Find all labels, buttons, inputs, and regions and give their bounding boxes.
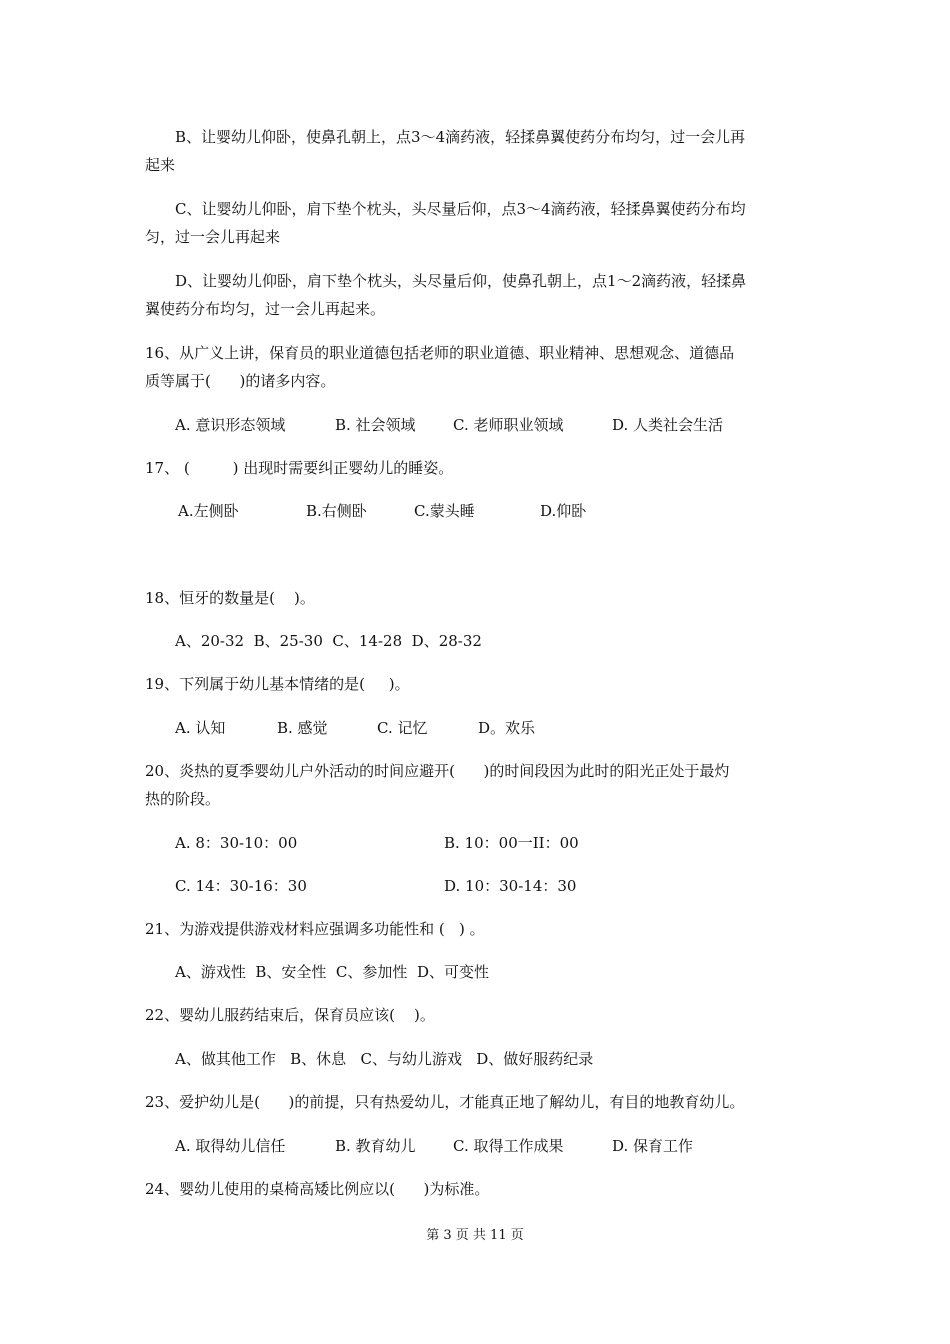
q19-options [0, 718, 950, 738]
q19-option-c: C. 记忆 [377, 719, 428, 737]
q19-stem: 19、下列属于幼儿基本情绪的是( )。 [145, 675, 410, 693]
q15-option-c-line1: C、让婴幼儿仰卧，肩下垫个枕头，头尽量后仰，点3～4滴药液，轻揉鼻翼使药分布均 [175, 200, 746, 218]
q17-option-d: D.仰卧 [540, 502, 587, 520]
q16-stem-line2: 质等属于( )的诸多内容。 [145, 372, 336, 390]
q23-stem: 23、爱护幼儿是( )的前提，只有热爱幼儿，才能真正地了解幼儿，有目的地教育幼儿。 [145, 1093, 745, 1111]
q16-stem-line1: 16、从广义上讲，保育员的职业道德包括老师的职业道德、职业精神、思想观念、道德品 [145, 344, 735, 362]
q19-option-a: A. 认知 [175, 719, 226, 737]
q19-option-b: B. 感觉 [277, 719, 328, 737]
q23-option-a: A. 取得幼儿信任 [175, 1137, 286, 1155]
q17-option-c: C.蒙头睡 [414, 502, 475, 520]
q20-option-b: B. 10：00一II：00 [444, 834, 579, 852]
q20-option-c: C. 14：30-16：30 [175, 877, 307, 895]
q16-option-d: D. 人类社会生活 [612, 416, 724, 434]
q17-stem: 17、 ( ) 出现时需要纠正婴幼儿的睡姿。 [145, 459, 454, 477]
q23-option-b: B. 教育幼儿 [335, 1137, 416, 1155]
q15-option-c-line2: 匀，过一会儿再起来 [145, 228, 281, 246]
q20-options-row2 [0, 876, 950, 896]
q21-options: A、游戏性 B、安全性 C、参加性 D、可变性 [175, 963, 489, 981]
q23-option-c: C. 取得工作成果 [453, 1137, 564, 1155]
q20-option-d: D. 10：30-14：30 [444, 877, 577, 895]
q15-option-b-line2: 起来 [145, 156, 176, 174]
page-footer: 第 3 页 共 11 页 [426, 1228, 524, 1243]
q23-options [0, 1136, 950, 1156]
q19-option-d: D。欢乐 [478, 719, 536, 737]
q21-stem: 21、为游戏提供游戏材料应强调多功能性和 ( ) 。 [145, 920, 485, 938]
q22-stem: 22、婴幼儿服药结束后，保育员应该( )。 [145, 1006, 435, 1024]
q20-stem-line1: 20、炎热的夏季婴幼儿户外活动的时间应避开( )的时间段因为此时的阳光正处于最灼 [145, 762, 730, 780]
q16-option-a: A. 意识形态领域 [175, 416, 286, 434]
q15-option-d-line1: D、让婴幼儿仰卧，肩下垫个枕头，头尽量后仰，使鼻孔朝上，点1～2滴药液，轻揉鼻 [175, 272, 747, 290]
q16-option-b: B. 社会领域 [335, 416, 416, 434]
q20-options-row1 [0, 833, 950, 853]
q17-option-b: B.右侧卧 [306, 502, 367, 520]
q17-options [0, 501, 950, 521]
q18-stem: 18、恒牙的数量是( )。 [145, 589, 315, 607]
q16-options [0, 415, 950, 435]
q20-stem-line2: 热的阶段。 [145, 790, 221, 808]
q17-option-a: A.左侧卧 [178, 502, 239, 520]
q16-option-c: C. 老师职业领域 [453, 416, 564, 434]
q23-option-d: D. 保育工作 [612, 1137, 694, 1155]
q22-options: A、做其他工作 B、休息 C、与幼儿游戏 D、做好服药纪录 [175, 1050, 594, 1068]
q15-option-b-line1: B、让婴幼儿仰卧，使鼻孔朝上，点3～4滴药液，轻揉鼻翼使药分布均匀，过一会儿再 [175, 128, 746, 146]
q24-stem: 24、婴幼儿使用的桌椅高矮比例应以( )为标准。 [145, 1180, 490, 1198]
q20-option-a: A. 8：30-10：00 [175, 834, 298, 852]
q15-option-d-line2: 翼使药分布均匀，过一会儿再起来。 [145, 300, 386, 318]
q18-options: A、20-32 B、25-30 C、14-28 D、28-32 [175, 632, 482, 650]
